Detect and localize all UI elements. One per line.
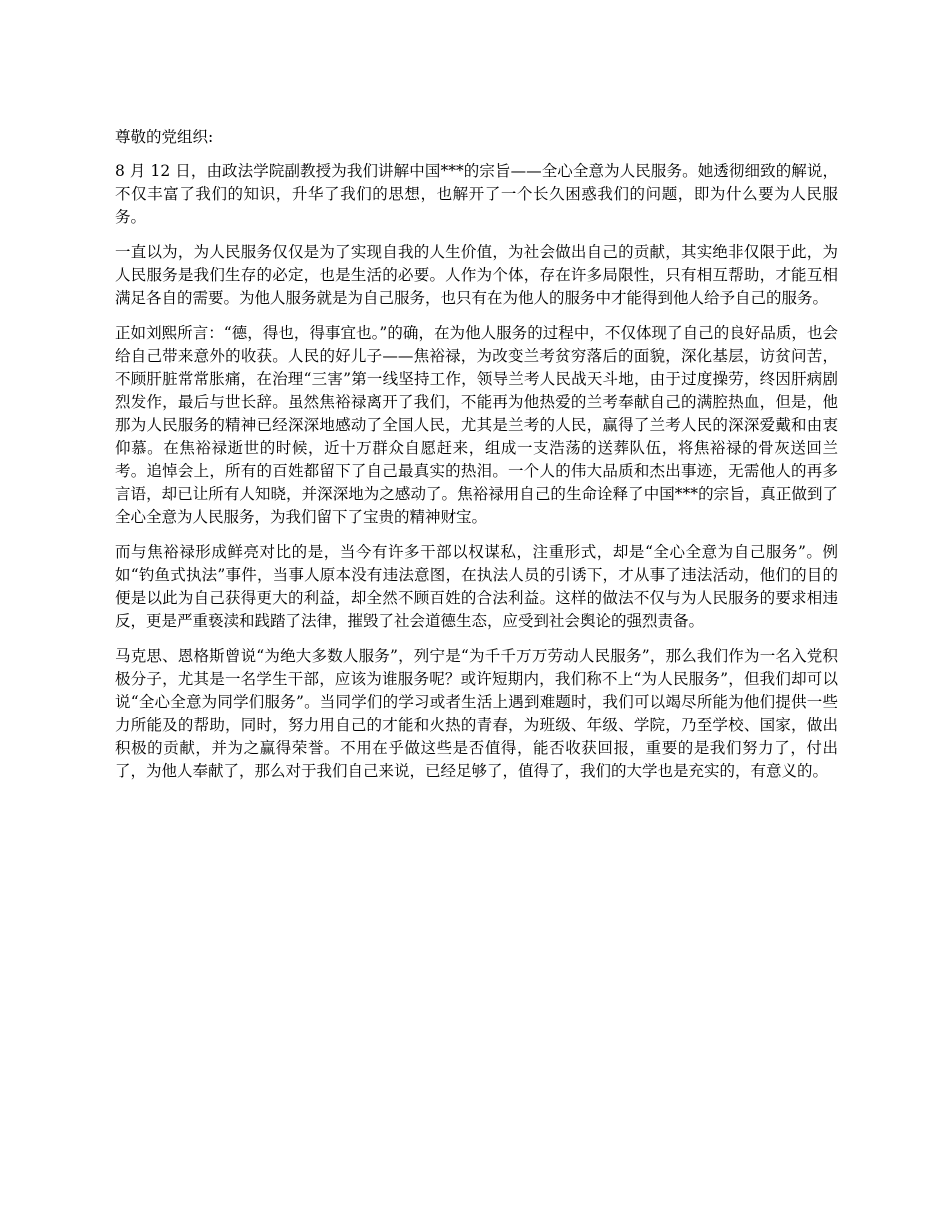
paragraph-lecture-intro: 8 月 12 日，由政法学院副教授为我们讲解中国***的宗旨——全心全意为人民服务。她透彻细致的解说，不仅丰富了我们的知识，升华了我们的思想，也解开了一个长久困惑我们的问题，即为什么要为人民服务。: [115, 162, 838, 226]
salutation: 尊敬的党组织:: [115, 128, 214, 146]
paragraph-contrast-cadres: 而与焦裕禄形成鲜亮对比的是，当今有许多干部以权谋私，注重形式，却是“全心全意为自己服务”。例如“钓鱼式执法”事件，当事人原本没有违法意图，在执法人员的引诱下，才从事了违法活动，他们的目的便是以此为自己获得更大的利益，却全然不顾百姓的合法利益。这样的做法不仅与为人民服务的要求相违反，更是严重亵渎和践踏了法律，摧毁了社会道德生态，应受到社会舆论的强烈责备。: [115, 543, 838, 630]
paragraph-meaning-of-service: 一直以为，为人民服务仅仅是为了实现自我的人生价值，为社会做出自己的贡献，其实绝非仅限于此，为人民服务是我们生存的必定，也是生活的必要。人作为个体，存在许多局限性，只有相互帮助，才能互相满足各自的需要。为他人服务就是为自己服务，也只有在为他人的服务中才能得到他人给予自己的服务。: [115, 243, 838, 307]
paragraph-serve-classmates: 马克思、恩格斯曾说“为绝大多数人服务”，列宁是“为千千万万劳动人民服务”，那么我们作为一名入党积极分子，尤其是一名学生干部，应该为谁服务呢？或许短期内，我们称不上“为人民服务”，但我们却可以说“全心全意为同学们服务”。当同学们的学习或者生活上遇到难题时，我们可以竭尽所能为他们提供一些力所能及的帮助，同时，努力用自己的才能和火热的青春，为班级、年级、学院，乃至学校、国家，做出积极的贡献，并为之赢得荣誉。不用在乎做这些是否值得，能否收获回报，重要的是我们努力了，付出了，为他人奉献了，那么对于我们自己来说，已经足够了，值得了，我们的大学也是充实的，有意义的。: [115, 647, 838, 780]
paragraph-jiao-yulu: 正如刘熙所言：“德，得也，得事宜也。”的确，在为他人服务的过程中，不仅体现了自己的良好品质，也会给自己带来意外的收获。人民的好儿子——焦裕禄，为改变兰考贫穷落后的面貌，深化基层，访贫问苦，不顾肝脏常常胀痛，在治理“三害”第一线坚持工作，领导兰考人民战天斗地，由于过度操劳，终因肝病剧烈发作，最后与世长辞。虽然焦裕禄离开了我们，不能再为他热爱的兰考奉献自己的满腔热血，但是，他那为人民服务的精神已经深深地感动了全国人民，尤其是兰考的人民，赢得了兰考人民的深深爱戴和由衷仰慕。在焦裕禄逝世的时候，近十万群众自愿赶来，组成一支浩荡的送葬队伍，将焦裕禄的骨灰送回兰考。追悼会上，所有的百姓都留下了自己最真实的热泪。一个人的伟大品质和杰出事迹，无需他人的再多言语，却已让所有人知晓，并深深地为之感动了。焦裕禄用自己的生命诠释了中国***的宗旨，真正做到了全心全意为人民服务，为我们留下了宝贵的精神财宝。: [115, 324, 838, 526]
document-page: [115, 126, 838, 795]
